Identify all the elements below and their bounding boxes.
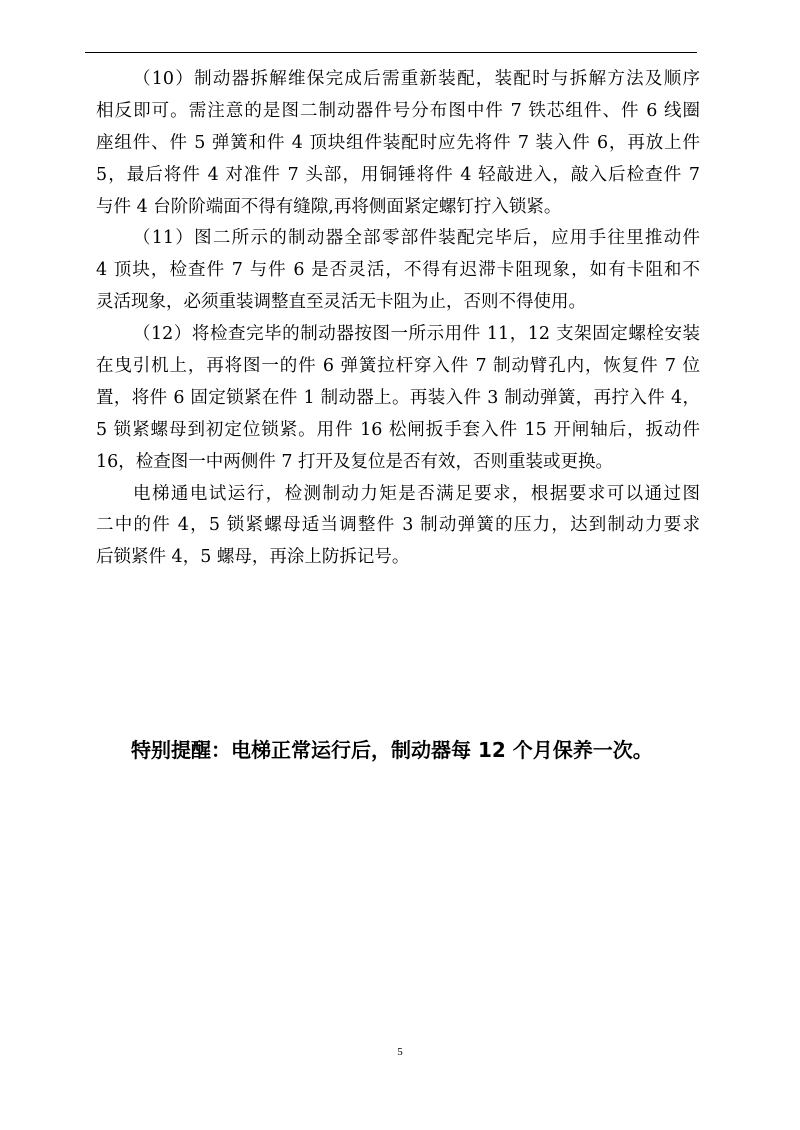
header-rule	[85, 52, 697, 53]
text-line: 4 顶块，检查件 7 与件 6 是否灵活，不得有迟滞卡阻现象，如有卡阻和不	[96, 260, 700, 281]
text-line: 相反即可。需注意的是图二制动器件号分布图中件 7 铁芯组件、件 6 线圈	[96, 100, 700, 121]
document-body	[96, 64, 700, 574]
text-line: （11）图二所示的制动器全部零部件装配完毕后，应用手往里推动件	[133, 228, 700, 249]
paragraph-10	[96, 64, 700, 223]
text-line: 5，最后将件 4 对准件 7 头部，用铜锤将件 4 轻敲进入，敲入后检查件 7	[96, 164, 700, 185]
text-line: 后锁紧件 4，5 螺母，再涂上防拆记号。	[96, 547, 410, 568]
text-line: 5 锁紧螺母到初定位锁紧。用件 16 松闸扳手套入件 15 开闸轴后，扳动件	[96, 419, 700, 440]
text-line: （12）将检查完毕的制动器按图一所示用件 11，12 支架固定螺栓安装	[133, 324, 700, 345]
text-line: 与件 4 台阶阶端面不得有缝隙,再将侧面紧定螺钉拧入锁紧。	[96, 196, 562, 217]
text-line: 16，检查图一中两侧件 7 打开及复位是否有效，否则重装或更换。	[96, 451, 614, 472]
text-line: 在曳引机上，再将图一的件 6 弹簧拉杆穿入件 7 制动臂孔内，恢复件 7 位	[96, 356, 700, 377]
text-line: 电梯通电试运行，检测制动力矩是否满足要求，根据要求可以通过图	[133, 483, 700, 504]
page-number: 5	[397, 1046, 403, 1058]
paragraph-12	[96, 319, 700, 478]
paragraph-test-run	[96, 479, 700, 575]
text-line: 置，将件 6 固定锁紧在件 1 制动器上。再装入件 3 制动弹簧，再拧入件 4，	[96, 387, 700, 408]
text-line: （10）制动器拆解维保完成后需重新装配，装配时与拆解方法及顺序	[133, 69, 700, 89]
text-line: 二中的件 4，5 锁紧螺母适当调整件 3 制动弹簧的压力，达到制动力要求	[96, 515, 700, 536]
text-line: 灵活现象，必须重装调整直至灵活无卡阻为止，否则不得使用。	[96, 292, 586, 313]
text-line: 座组件、件 5 弹簧和件 4 顶块组件装配时应先将件 7 装入件 6，再放上件	[96, 132, 700, 153]
maintenance-reminder: 特别提醒：电梯正常运行后，制动器每 12 个月保养一次。	[131, 738, 653, 762]
paragraph-11	[96, 223, 700, 319]
